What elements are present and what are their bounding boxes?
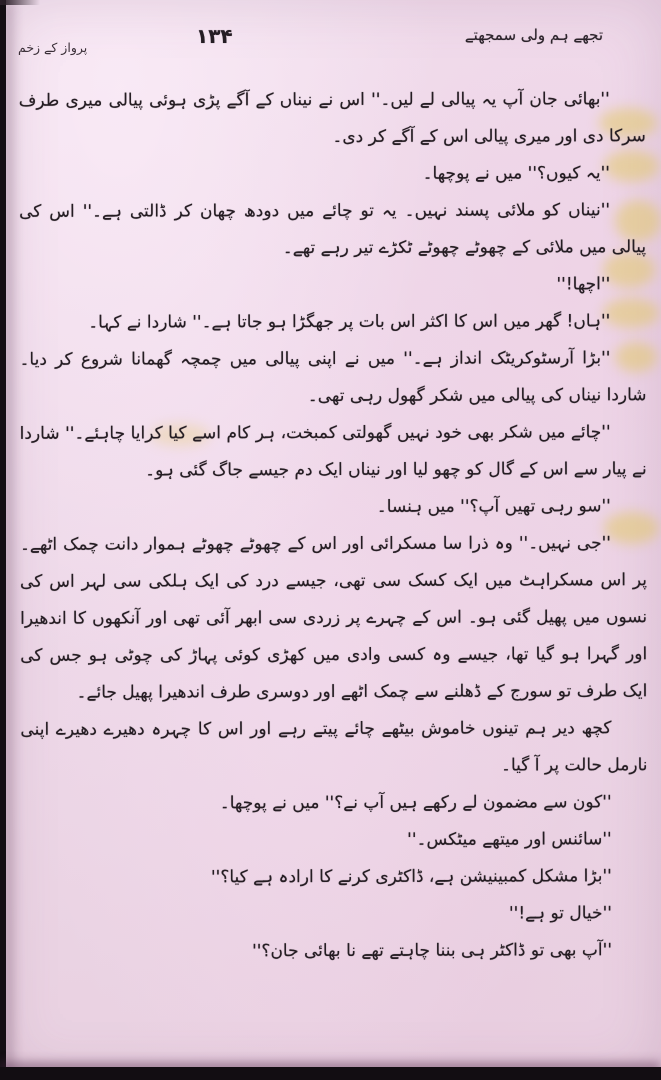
binding-shadow [0, 0, 6, 1080]
paragraph: ''اچھا!'' [556, 274, 611, 295]
paragraph: ''آپ بھی تو ڈاکٹر ہی بننا چاہتے تھے نا بھائی جان؟'' [252, 940, 613, 962]
paragraph: ''بھائی جان آپ یہ پیالی لے لیں۔'' اس نے نیناں کے آگے پڑی ہوئی پیالی میری طرف سرکا دی اور میری پیالی اس کے آگے کر دی۔ [18, 89, 646, 148]
paragraph: کچھ دیر ہم تینوں خاموش بیٹھے چائے پیتے رہے اور اس کا چہرہ دھیرے دھیرے اپنی نارمل حالت پر آ گیا۔ [20, 718, 648, 776]
paragraph: ''خیال تو ہے!'' [508, 903, 612, 924]
paragraph: ''کون سے مضمون لے رکھے ہیں آپ نے؟'' میں نے پوچھا۔ [219, 792, 612, 814]
header-book-title: تجھے ہم ولی سمجھتے [464, 26, 603, 44]
page-number: ۱۳۴ [196, 24, 233, 48]
bottom-edge-shadow [0, 1067, 661, 1080]
paragraph: ''جی نہیں۔'' وہ ذرا سا مسکرائی اور اس کے چھوٹے چھوٹے ہموار دانت چمک اٹھے۔ پر اس مسکراہٹ میں ایک کسک سی تھی، جیسے درد کی ایک ہلکی سی لہر اس کی نسوں میں پھیل گئی ہو۔ اس کے چہرے پر زردی سی ابھر آئی تھی اور آنکھوں کا اندھیرا اور گہرا ہو گیا تھا، جیسے وہ کسی وادی میں کھڑی کوئی پہاڑ کی چوٹی ہو جس کی ایک طرف تو سورج کے ڈھلنے سے چمک اٹھے اور دوسری طرف اندھیرا پھیل جائے۔ [19, 533, 648, 703]
paragraph: ''ہاں! گھر میں اس کا اکثر اس بات پر جھگڑا ہو جاتا ہے۔'' شاردا نے کہا۔ [88, 311, 611, 333]
top-corner-shadow [0, 0, 40, 5]
paragraph: ''بڑا مشکل کمبینیشن ہے، ڈاکٹری کرنے کا ارادہ ہے کیا؟'' [210, 866, 612, 888]
paragraph: ''سو رہی تھیں آپ؟'' میں ہنسا۔ [376, 496, 611, 517]
paragraph: ''چائے میں شکر بھی خود نہیں گھولتی کمبخت، ہر کام اسے کیا کرایا چاہئے۔'' شاردا نے پیار سے اس کے گال کو چھو لیا اور نیناں ایک دم جیسے جاگ گئی ہو۔ [19, 422, 647, 481]
header-chapter-title: پرواز کے زخم [18, 40, 88, 55]
paragraph: ''سائنس اور میتھے میٹکس۔'' [407, 829, 612, 850]
paragraph: ''یہ کیوں؟'' میں نے پوچھا۔ [422, 163, 610, 184]
page-body [19, 81, 649, 1061]
paragraph: ''نیناں کو ملائی پسند نہیں۔ یہ تو چائے میں دودھ چھان کر ڈالتی ہے۔'' اس کی پیالی میں ملائی کے چھوٹے چھوٹے ٹکڑے تیر رہے تھے۔ [19, 200, 647, 259]
paragraph: ''بڑا آرسٹوکریٹک انداز ہے۔'' میں نے اپنی پیالی میں چمچہ گھمانا شروع کر دیا۔ شاردا نیناں کی پیالی میں شکر گھول رہی تھی۔ [19, 348, 647, 407]
